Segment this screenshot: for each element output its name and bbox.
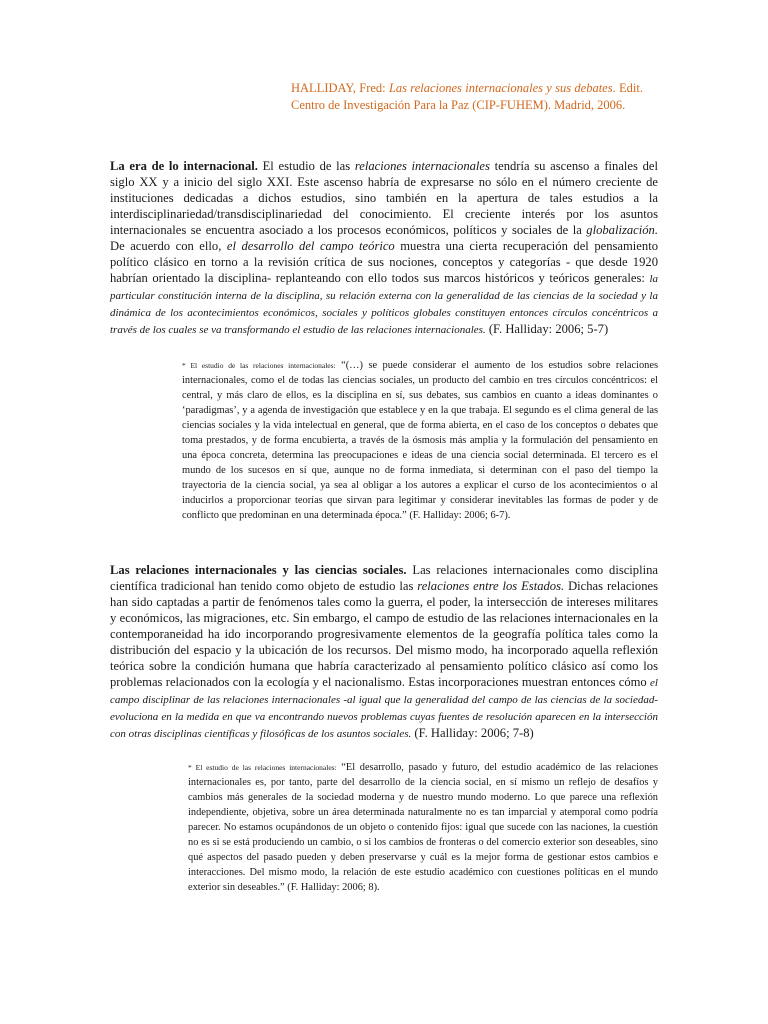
- quote-label: * El estudio de las relaciones internacionales:: [188, 763, 337, 772]
- citation-publisher: . Edit. Centro de Investigación Para la Paz (CIP-FUHEM). Madrid, 2006.: [291, 81, 643, 112]
- bibliographic-citation: [291, 80, 643, 114]
- quote-text: “(…) se puede considerar el aumento de los estudios sobre relaciones internacionales, como el de todas las ciencias sociales, un producto del cambio en tres círculos concéntricos: el central, y más claro de ellos, es la disciplina en sí, sus debates, sus cambios en cuanto a ideas dominantes o ‘paradigmas’, y a agenda de investigación que establece y en la que trabaja. El segundo es el clima general de las ciencias sociales y la vida intelectual en general, que de forma abierta, en el caso de los conceptos o debates que toma prestados, y de forma encubierta, a través de la ósmosis más amplia y la formulación del pensamiento en una época concreta, determina las preocupaciones e ideas de una ciencia social determinada. El tercero es el mundo de los sucesos en sí que, aunque no de forma inmediata, si determinan con el paso del tiempo la trayectoria de la ciencia social, ya sea al obligar a los autores a explicar el curso de los acontecimientos o al inducirlos a proporcionar teorías que sirvan para legitimar y considerar inevitables las formas de poder y de conflicto que predominan en una determinada época.” (F. Halliday: 2006; 6-7).: [182, 360, 658, 521]
- citation-title: Las relaciones internacionales y sus debates: [388, 81, 613, 95]
- citation-author: HALLIDAY, Fred:: [291, 81, 389, 95]
- block-quote: [188, 760, 658, 895]
- section-heading: La era de lo internacional.: [110, 159, 258, 173]
- block-quote: [182, 358, 658, 523]
- section-heading: Las relaciones internacionales y las ciencias sociales.: [110, 563, 407, 577]
- quote-text: “El desarrollo, pasado y futuro, del estudio académico de las relaciones internacionales es, por tanto, parte del desarrollo de la ciencia social, en sí mismo un reflejo de desafíos y cambios más generales de la sociedad moderna y de nuestro mundo moderno. Lo que parece una reflexión independiente, objetiva, sobre un área determinada naturalmente no es tan imparcial y atemporal como podría parecer. No estamos ocupándonos de un objeto o contenido fijos: igual que sucede con las naciones, la cuestión no es si se está produciendo un cambio, o si los cambios de fronteras o del comercio exterior son deseables, sino qué aspectos del pasado pueden y deben preservarse y cuál es la mejor forma de gestionar estos cambios e interacciones. Del mismo modo, la relación de este estudio académico con cuestiones políticas en el mundo exterior sin deseables.” (F. Halliday: 2006; 8).: [188, 762, 658, 893]
- section-paragraph-ciencias-sociales: Las relaciones internacionales y las ciencias sociales. Las relaciones internacionales como disciplina científica tradicional han tenido como objeto de estudio las relaciones entre los Estados. Dichas relaciones han sido captadas a partir de fenómenos tales como la guerra, el poder, la intersección de intereses militares y económicos, las migraciones, etc. Sin embargo, el campo de estudio de las relaciones internacionales en la contemporaneidad ha ido incorporando progresivamente elementos de la geografía política tales como la distribución del espacio y la ubicación de los recursos. Del mismo modo, ha incorporado aquella reflexión teórica sobre la condición humana que habría caracterizado al pensamiento político clásico así como los problemas relacionados con la ecología y el nacionalismo. Estas incorporaciones muestran entonces cómo el campo disciplinar de las relaciones internacionales -al igual que la generalidad del campo de las ciencias de la sociedad- evoluciona en la medida en que va encontrando nuevos problemas cuyas fuentes de resolución aparecen en la intersección con otras disciplinas científicas y filosóficas de los asuntos sociales. (F. Halliday: 2006; 7-8): [110, 563, 658, 740]
- section-paragraph-era-internacional: La era de lo internacional. El estudio de las relaciones internacionales tendría su ascenso a finales del siglo XX y a inicio del siglo XXI. Este ascenso habría de expresarse no sólo en el número creciente de instituciones dedicadas a dichos estudios, sino también en la apertura de tales estudios a la interdisciplinariedad/transdisciplinariedad del conocimiento. El creciente interés por los asuntos internacionales se encuentra asociado a los procesos económicos, políticos y sociales de la globalización. De acuerdo con ello, el desarrollo del campo teórico muestra una cierta recuperación del pensamiento político clásico en torno a la revisión crítica de sus nociones, conceptos y categorías - que desde 1920 habrían orientado la disciplina- replanteando con ello todos sus marcos históricos y teóricos generales: la particular constitución interna de la disciplina, su relación externa con la generalidad de las ciencias de la sociedad y la dinámica de los acontecimientos económicos, sociales y políticos globales constituyen entonces círculos concéntricos a través de los cuales se va transformando el estudio de las relaciones internacionales. (F. Halliday: 2006; 5-7): [110, 159, 658, 336]
- quote-label: * El estudio de las relaciones internacionales:: [182, 361, 336, 370]
